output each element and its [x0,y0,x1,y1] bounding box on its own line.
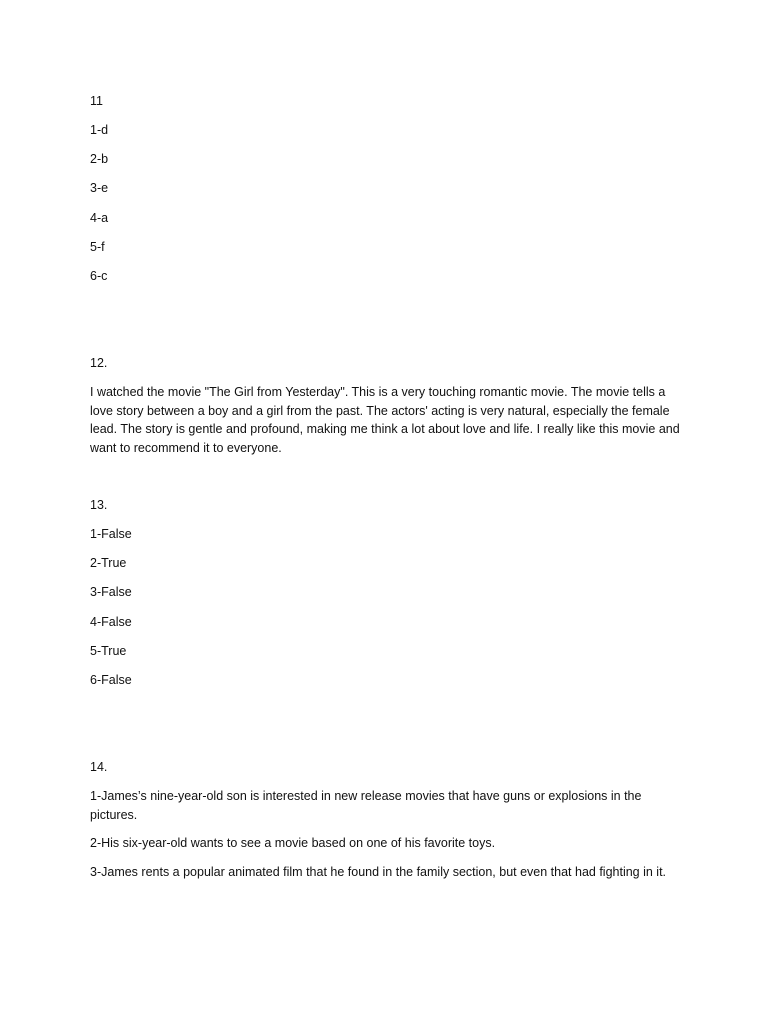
section-11-heading: 11 [90,94,103,108]
section-14-answer-list [90,787,680,882]
answer-item: 5-f [90,239,105,254]
section-11 [90,92,680,286]
answer-item: 6-c [90,268,108,283]
answer-paragraph: 3-James rents a popular animated film that he found in the family section, but even that had fighting in it. [90,865,667,880]
answer-paragraph: 2-His six-year-old wants to see a movie based on one of his favorite toys. [90,836,496,851]
answer-item: 1-d [90,123,109,137]
answer-item: 6-False [90,672,132,687]
section-14-heading: 14. [90,760,108,774]
section-13-answer-list [90,525,680,690]
section-13-heading: 13. [90,498,108,512]
section-14 [90,758,680,882]
answer-item: 3-False [90,585,132,600]
section-11-answer-list [90,121,680,286]
answer-item: 3-e [90,181,109,196]
section-12-heading: 12. [90,356,108,370]
answer-item: 4-a [90,210,109,225]
section-13 [90,496,680,690]
section-12 [90,354,680,458]
section-12-paragraph: I watched the movie "The Girl from Yesterday". This is a very touching romantic movie. The movie tells a love story between a boy and a girl from the past. The actors' acting is very natural, especially the female lead. The story is gentle and profound, making me think a lot about love and life. I really like this movie and want to recommend it to everyone. [90,385,680,456]
answer-item: 2-True [90,556,127,571]
answer-item: 1-False [90,527,132,541]
answer-item: 5-True [90,643,127,658]
answer-item: 2-b [90,152,109,167]
answer-paragraph: 1-James’s nine-year-old son is interested in new release movies that have guns or explosions in the pictures. [90,789,642,822]
answer-item: 4-False [90,614,132,629]
